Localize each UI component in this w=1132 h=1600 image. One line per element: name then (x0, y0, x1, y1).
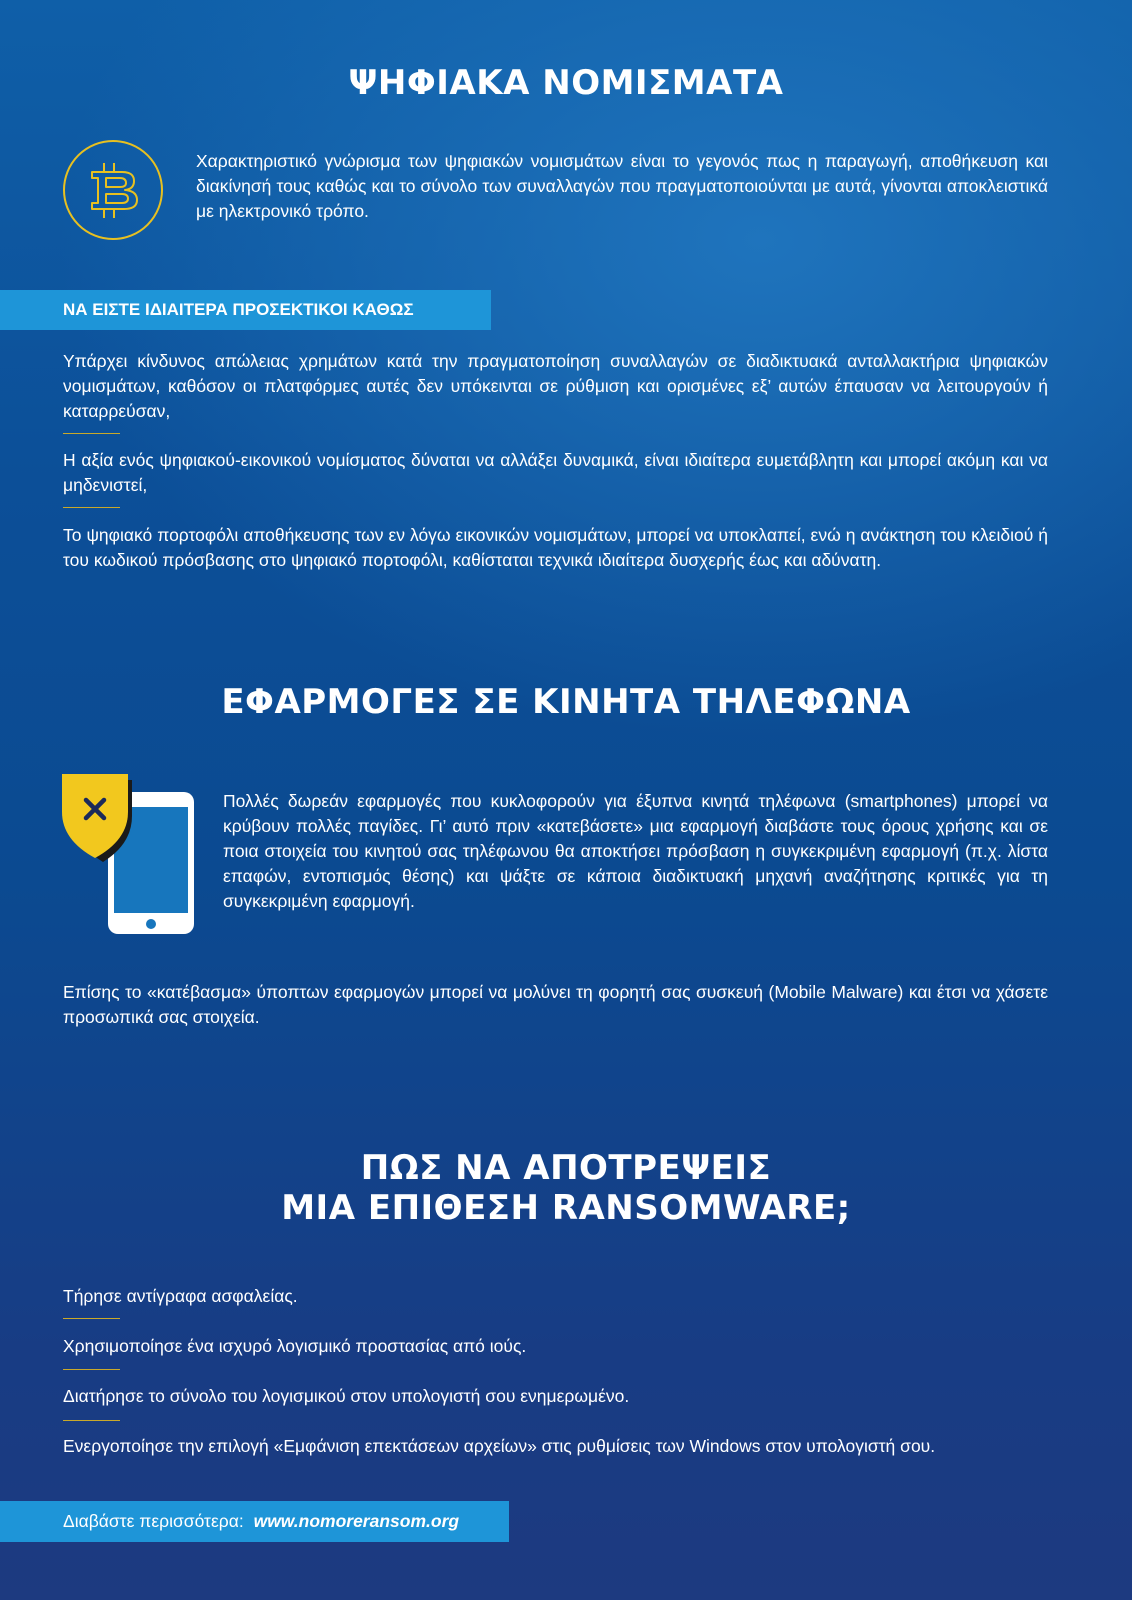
separator (63, 1369, 120, 1370)
nomoreransom-link[interactable]: www.nomoreransom.org (253, 1511, 460, 1531)
section-title-ransomware-line2: ΜΙΑ ΕΠΙΘΕΣΗ RANSOMWARE; (281, 1188, 851, 1228)
tip-item: Χρησιμοποίησε ένα ισχυρό λογισμικό προστασίας από ιούς. (63, 1336, 527, 1356)
separator (63, 1420, 120, 1421)
footer-label: Διαβάστε περισσότερα: (63, 1511, 249, 1531)
caution-band (0, 290, 491, 330)
mobile-malware-note: Επίσης το «κατέβασμα» ύποπτων εφαρμογών μπορεί να μολύνει τη φορητή σας συσκευή (Mobile Malware) και έτσι να χάσετε προσωπικά σας στοιχεία. (63, 982, 1048, 1027)
separator (63, 507, 120, 508)
section-title-crypto: ΨΗΦΙΑΚΑ ΝΟΜΙΣΜΑΤΑ (348, 63, 784, 103)
section-title-mobile: ΕΦΑΡΜΟΓΕΣ ΣΕ ΚΙΝΗΤΑ ΤΗΛΕΦΩΝΑ (221, 682, 911, 722)
bitcoin-icon (62, 139, 164, 241)
caution-band-label: ΝΑ ΕΙΣΤΕ ΙΔΙΑΙΤΕΡΑ ΠΡΟΣΕΚΤΙΚΟΙ ΚΑΘΩΣ (63, 300, 414, 319)
phone-shield-icon (62, 774, 198, 936)
tip-item: Διατήρησε το σύνολο του λογισμικού στον υπολογιστή σου ενημερωμένο. (63, 1386, 630, 1406)
section-title-ransomware-line1: ΠΩΣ ΝΑ ΑΠΟΤΡΕΨΕΙΣ (360, 1148, 772, 1188)
separator (63, 433, 120, 434)
tip-item: Τήρησε αντίγραφα ασφαλείας. (63, 1286, 298, 1306)
warning-item: Το ψηφιακό πορτοφόλι αποθήκευσης των εν λόγω εικονικών νομισμάτων, μπορεί να υποκλαπεί, ενώ η ανάκτηση του κλειδιού ή του κωδικού πρόσβασης στο ψηφιακό πορτοφόλι, καθίσταται τεχνικά ιδιαίτερα δυσχερής έως και αδύνατη. (63, 525, 1048, 570)
warning-item: Η αξία ενός ψηφιακού-εικονικού νομίσματος δύναται να αλλάξει δυναμικά, είναι ιδιαίτερα ευμετάβλητη και μπορεί ακόμη και να μηδενιστεί, (63, 450, 1048, 495)
warning-item: Υπάρχει κίνδυνος απώλειας χρημάτων κατά την πραγματοποίηση συναλλαγών σε διαδικτυακά ανταλλακτήρια ψηφιακών νομισμάτων, καθόσον οι πλατφόρμες αυτές δεν υπόκεινται σε ρύθμιση και ορισμένες εξ’ αυτών έπαυσαν να λειτουργούν ή καταρρεύσαν, (63, 351, 1048, 421)
mobile-intro-text: Πολλές δωρεάν εφαρμογές που κυκλοφορούν για έξυπνα κινητά τηλέφωνα (smartphones) μπορεί να κρύβουν πολλές παγίδες. Γι’ αυτό πριν «κατεβάσετε» μια εφαρμογή διαβάστε τους όρους χρήσης και σε ποια στοιχεία του κινητού σας τηλέφωνου θα αποκτήσει πρόσβαση η συγκεκριμένη εφαρμογή (π.χ. λίστα επαφών, εντοπισμός θέσης) και ψάξτε σε κάποια διαδικτυακή μηχανή αναζήτησης κριτικές για τη συγκεκριμένη εφαρμογή. (223, 791, 1048, 911)
footer-band (0, 1501, 509, 1542)
crypto-intro-text: Χαρακτηριστικό γνώρισμα των ψηφιακών νομισμάτων είναι το γεγονός πως η παραγωγή, αποθήκευση και διακίνησή τους καθώς και το σύνολο των συναλλαγών που πραγματοποιούνται με αυτά, γίνονται αποκλειστικά με ηλεκτρονικό τρόπο. (196, 151, 1048, 221)
tip-item: Ενεργοποίησε την επιλογή «Εμφάνιση επεκτάσεων αρχείων» στις ρυθμίσεις των Windows στον υπολογιστή σου. (63, 1436, 936, 1456)
separator (63, 1318, 120, 1319)
